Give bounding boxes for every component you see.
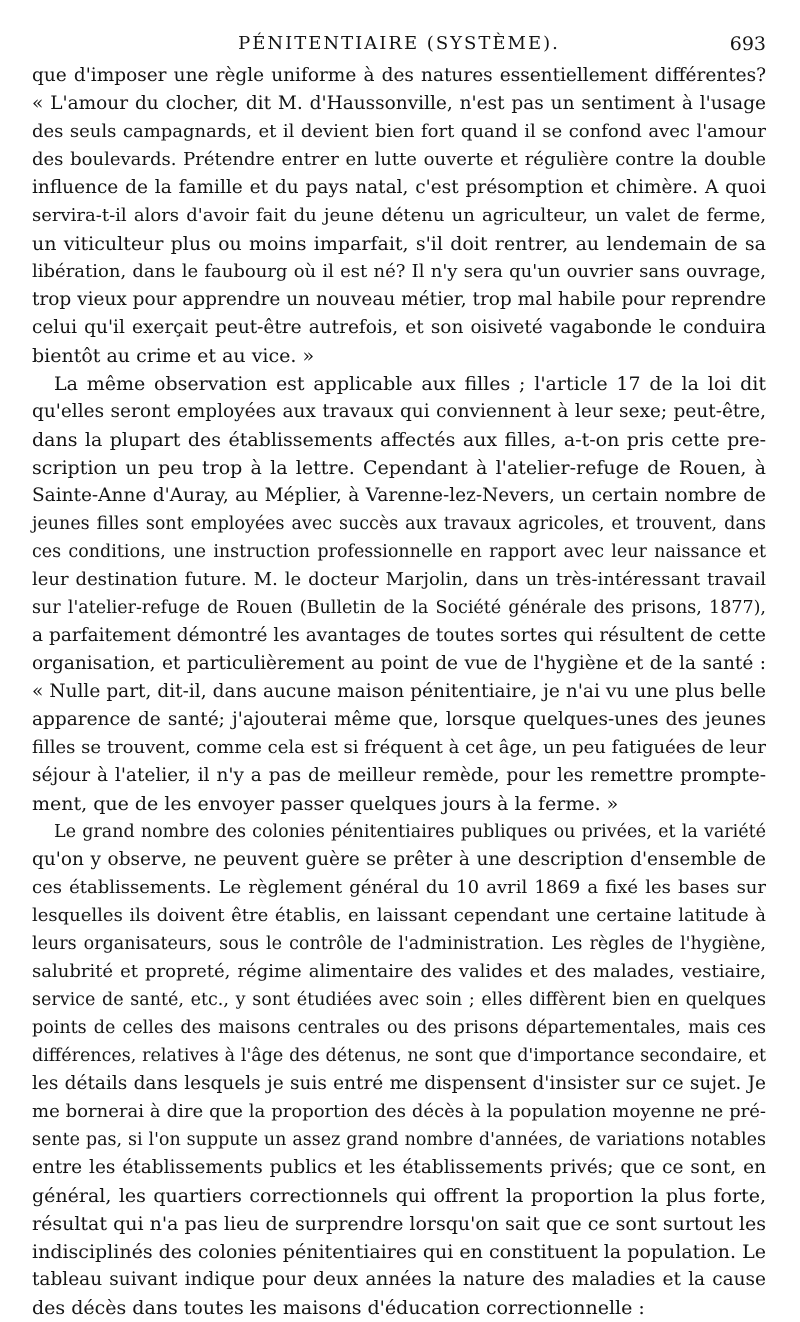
text-line: Sainte-Anne d'Auray, au Méplier, à Varenne-lez-Nevers, un certain nombre de <box>32 485 766 506</box>
text-line: résultat qui n'a pas lieu de surprendre lorsqu'on sait que ce sont surtout les <box>32 1213 766 1235</box>
text-line: général, les quartiers correctionnels qui offrent la proportion la plus forte, <box>32 1185 766 1207</box>
text-line: Le grand nombre des colonies pénitentiaires publiques ou privées, et la variété <box>54 822 766 842</box>
text-line: un viticulteur plus ou moins imparfait, s'il doit rentrer, au lendemain de sa <box>32 233 766 255</box>
text-line: scription un peu trop à la lettre. Cependant à l'atelier-refuge de Rouen, à <box>32 457 766 479</box>
text-line: séjour à l'atelier, il n'y a pas de meilleur remède, pour les remettre prompte- <box>32 765 766 786</box>
text-line: leurs organisateurs, sous le contrôle de l'administration. Les règles de l'hygiène, <box>32 934 766 954</box>
page-header <box>32 30 766 58</box>
text-line: les détails dans lesquels je suis entré me dispensent d'insister sur ce sujet. Je <box>32 1073 766 1094</box>
text-line: organisation, et particulièrement au point de vue de l'hygiène et de la santé : <box>32 653 766 674</box>
text-line: bientôt au crime et au vice. » <box>32 345 315 367</box>
text-line: tableau suivant indique pour deux années la nature des maladies et la cause <box>32 1269 766 1290</box>
text-line: « L'amour du clocher, dit M. d'Haussonville, n'est pas un sentiment à l'usage <box>32 93 766 114</box>
text-line: me bornerai à dire que la proportion des décès à la population moyenne ne pré- <box>32 1101 766 1122</box>
running-head: PÉNITENTIAIRE (SYSTÈME). <box>238 33 560 54</box>
page-number: 693 <box>729 33 766 55</box>
text-line: « Nulle part, dit-il, dans aucune maison pénitentiaire, je n'ai vu une plus belle <box>32 681 766 702</box>
text-line: servira-t-il alors d'avoir fait du jeune détenu un agriculteur, un valet de ferme, <box>32 205 766 226</box>
text-line: qu'elles seront employées aux travaux qui conviennent à leur sexe; peut-être, <box>32 401 766 422</box>
text-line: salubrité et propreté, régime alimentaire des valides et des malades, vestiaire, <box>32 961 766 982</box>
text-line: influence de la famille et du pays natal, c'est présomption et chimère. A quoi <box>32 177 766 198</box>
text-line: points de celles des maisons centrales ou des prisons départementales, mais ces <box>32 1018 766 1038</box>
text-line: des décès dans toutes les maisons d'éducation correctionnelle : <box>32 1297 645 1319</box>
text-line: filles se trouvent, comme cela est si fréquent à cet âge, un peu fatiguées de leur <box>32 737 766 758</box>
text-line: a parfaitement démontré les avantages de toutes sortes qui résultent de cette <box>32 625 766 646</box>
text-line: La même observation est applicable aux filles ; l'article 17 de la loi dit <box>54 373 766 395</box>
text-line: jeunes filles sont employées avec succès aux travaux agricoles, et trouvent, dans <box>32 514 766 534</box>
text-line: dans la plupart des établissements affectés aux filles, a-t-on pris cette pre- <box>32 429 766 451</box>
text-line: celui qu'il exerçait peut-être autrefois, et son oisiveté vagabonde le conduira <box>32 317 766 338</box>
text-line: que d'imposer une règle uniforme à des natures essentiellement différentes? <box>32 65 766 86</box>
text-line: ment, que de les envoyer passer quelques jours à la ferme. » <box>32 793 619 815</box>
text-line: des seuls campagnards, et il devient bien fort quand il se confond avec l'amour <box>32 121 766 142</box>
text-line: trop vieux pour apprendre un nouveau métier, trop mal habile pour reprendre <box>32 289 767 310</box>
text-line: service de santé, etc., y sont étudiées avec soin ; elles diffèrent bien en quelques <box>32 990 766 1010</box>
text-line: différences, relatives à l'âge des détenus, ne sont que d'importance secondaire, et <box>32 1046 766 1066</box>
text-line: sur l'atelier-refuge de Rouen (Bulletin de la Société générale des prisons, 1877), <box>32 598 766 618</box>
text-line: des boulevards. Prétendre entrer en lutte ouverte et régulière contre la double <box>32 149 766 170</box>
text-line: libération, dans le faubourg où il est né? Il n'y sera qu'un ouvrier sans ouvrage, <box>32 261 766 282</box>
text-line: sente pas, si l'on suppute un assez grand nombre d'années, de variations notables <box>32 1130 766 1150</box>
text-line: indisciplinés des colonies pénitentiaires qui en constituent la population. Le <box>32 1241 766 1263</box>
text-line: ces établissements. Le règlement général du 10 avril 1869 a fixé les bases sur <box>32 877 766 898</box>
text-line: ces conditions, une instruction professionnelle en rapport avec leur naissance et <box>32 542 766 562</box>
text-line: lesquelles ils doivent être établis, en laissant cependant une certaine latitude à <box>32 905 766 926</box>
text-line: leur destination future. M. le docteur Marjolin, dans un très-intéressant travail <box>32 569 766 590</box>
text-line: apparence de santé; j'ajouterai même que, lorsque quelques-unes des jeunes <box>32 709 766 730</box>
text-line: entre les établissements publics et les établissements privés; que ce sont, en <box>32 1157 766 1178</box>
text-line: qu'on y observe, ne peuvent guère se prêter à une description d'ensemble de <box>32 849 766 870</box>
body-text <box>32 62 766 1322</box>
